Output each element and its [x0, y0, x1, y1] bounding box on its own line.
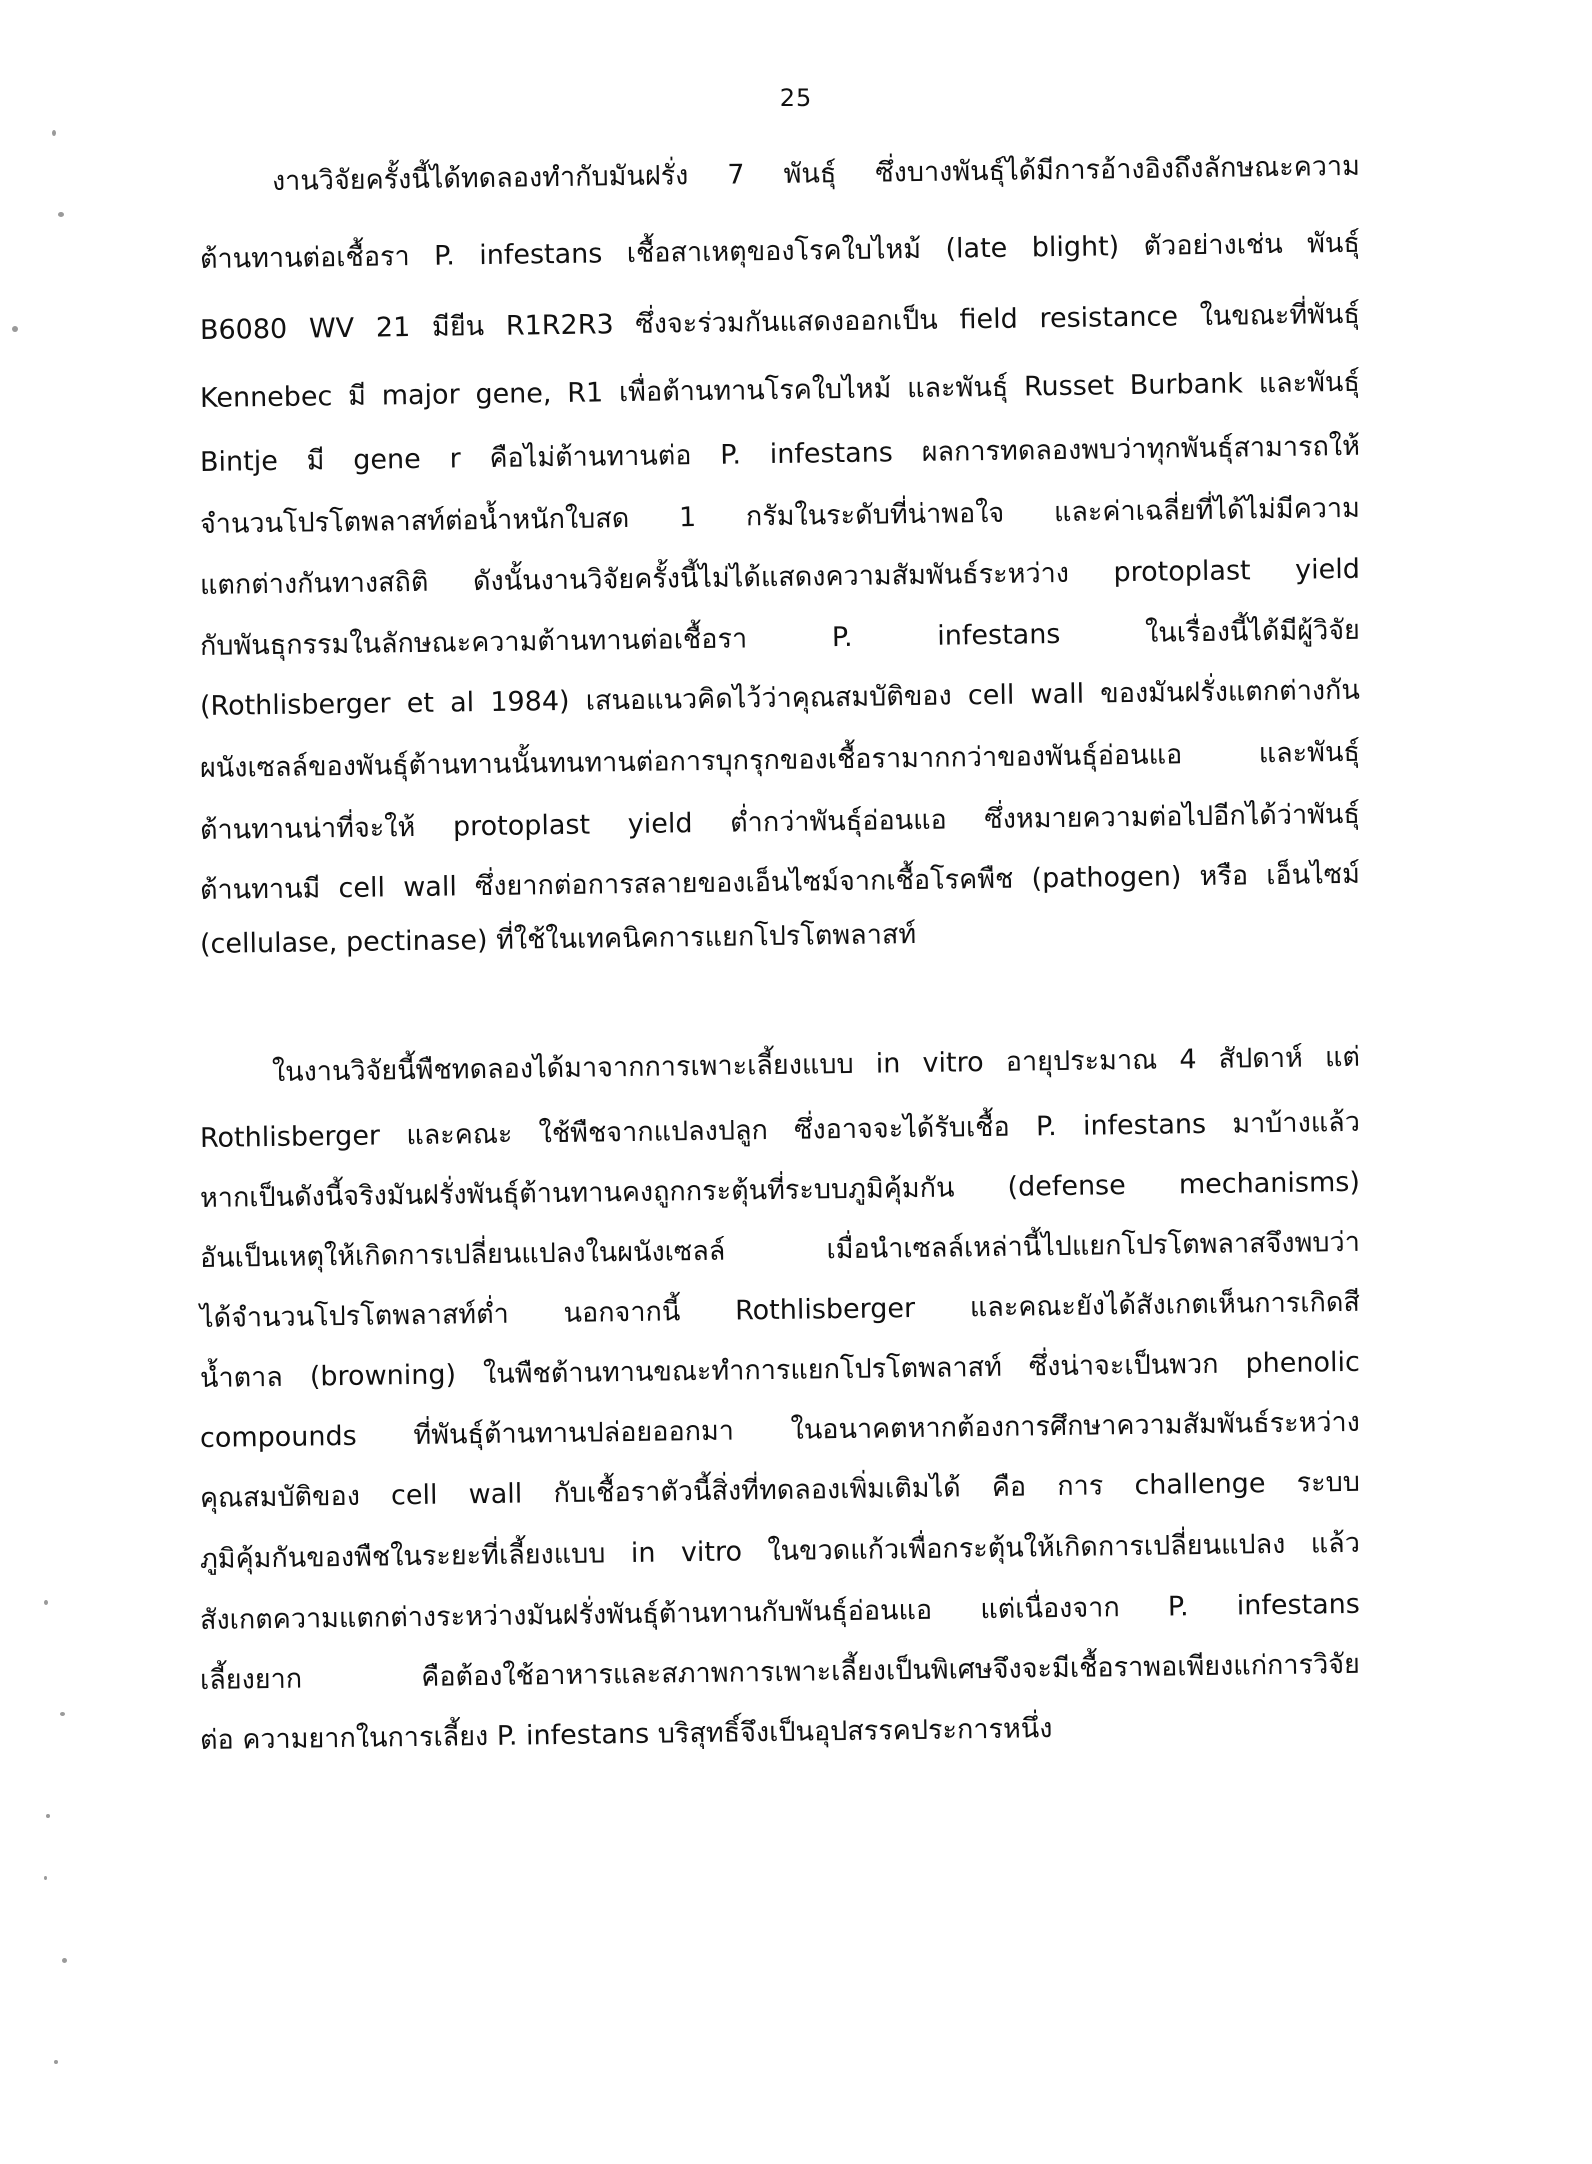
page-number: 25	[779, 84, 813, 112]
scan-speck	[44, 1600, 48, 1605]
paragraph-line: (Rothlisberger et al 1984) เสนอแนวคิดไว้ว่าคุณสมบัติของ cell wall ของมันฝรั่งแตกต่างกัน	[199, 674, 1361, 722]
paragraph-line: เลี้ยงยาก คือต้องใช้อาหารและสภาพการเพาะเลี้ยงเป็นพิเศษจึงจะมีเชื้อราพอเพียงแก่การวิจัย	[199, 1648, 1361, 1696]
paragraph-line: สังเกตความแตกต่างระหว่างมันฝรั่งพันธุ์ต้านทานกับพันธุ์อ่อนแอ แต่เนื่องจาก P. infestans	[199, 1588, 1361, 1636]
scan-speck	[52, 130, 56, 136]
scan-speck	[44, 1876, 47, 1880]
scan-speck	[58, 212, 64, 217]
paragraph-line: หากเป็นดังนี้จริงมันฝรั่งพันธุ์ต้านทานคงถูกกระตุ้นที่ระบบภูมิคุ้มกัน (defense mechanisms)	[199, 1166, 1361, 1214]
paragraph-line: น้ำตาล (browning) ในพืชต้านทานขณะทำการแยกโปรโตพลาสท์ ซึ่งน่าจะเป็นพวก phenolic	[199, 1346, 1361, 1394]
paragraph-line: งานวิจัยครั้งนี้ได้ทดลองทำกับมันฝรั่ง 7 พันธุ์ ซึ่งบางพันธุ์ได้มีการอ้างอิงถึงลักษณะความ	[271, 150, 1361, 197]
paragraph-line: Kennebec มี major gene, R1 เพื่อต้านทานโรคใบไหม้ และพันธุ์ Russet Burbank และพันธุ์	[199, 366, 1361, 414]
paragraph-line: คุณสมบัติของ cell wall กับเชื้อราตัวนี้สิ่งที่ทดลองเพิ่มเติมได้ คือ การ challenge ระบบ	[199, 1466, 1361, 1514]
paragraph-line: ในงานวิจัยนี้พืชทดลองได้มาจากการเพาะเลี้ยงแบบ in vitro อายุประมาณ 4 สัปดาห์ แต่	[271, 1041, 1361, 1088]
paragraph-line: Bintje มี gene r คือไม่ต้านทานต่อ P. infestans ผลการทดลองพบว่าทุกพันธุ์สามารถให้	[199, 430, 1361, 478]
scan-speck	[54, 2060, 58, 2064]
paragraph-line: จำนวนโปรโตพลาสท์ต่อน้ำหนักใบสด 1 กรัมในระดับที่น่าพอใจ และค่าเฉลี่ยที่ได้ไม่มีความ	[199, 492, 1361, 540]
paragraph-line: ต้านทานน่าที่จะให้ protoplast yield ต่ำกว่าพันธุ์อ่อนแอ ซึ่งหมายความต่อไปอีกได้ว่าพันธุ์	[199, 798, 1361, 846]
scan-speck	[12, 326, 18, 332]
paragraph-line: B6080 WV 21 มียีน R1R2R3 ซึ่งจะร่วมกันแสดงออกเป็น field resistance ในขณะที่พันธุ์	[199, 298, 1361, 346]
paragraph-line: ต่อ ความยากในการเลี้ยง P. infestans บริสุทธิ์จึงเป็นอุปสรรคประการหนึ่ง	[199, 1713, 1053, 1756]
paragraph-line: Rothlisberger และคณะ ใช้พืชจากแปลงปลูก ซึ่งอาจจะได้รับเชื้อ P. infestans มาบ้างแล้ว	[199, 1106, 1361, 1154]
paragraph-line: ผนังเซลล์ของพันธุ์ต้านทานนั้นทนทานต่อการบุกรุกของเชื้อรามากกว่าของพันธุ์อ่อนแอ และพันธุ์	[199, 736, 1361, 784]
paragraph-line: compounds ที่พันธุ์ต้านทานปล่อยออกมา ในอนาคตหากต้องการศึกษาความสัมพันธ์ระหว่าง	[199, 1406, 1361, 1454]
paragraph-line: ต้านทานมี cell wall ซึ่งยากต่อการสลายของเอ็นไซม์จากเชื้อโรคพืช (pathogen) หรือ เอ็นไซม์	[199, 858, 1361, 906]
paragraph-line: ได้จำนวนโปรโตพลาสท์ต่ำ นอกจากนี้ Rothlisberger และคณะยังได้สังเกตเห็นการเกิดสี	[199, 1286, 1361, 1334]
paragraph-line: ภูมิคุ้มกันของพืชในระยะที่เลี้ยงแบบ in vitro ในขวดแก้วเพื่อกระตุ้นให้เกิดการเปลี่ยนแปลง แล้ว	[199, 1527, 1361, 1575]
scan-speck	[46, 1814, 50, 1818]
paragraph-line: (cellulase, pectinase) ที่ใช้ในเทคนิคการแยกโปรโตพลาสท์	[199, 919, 917, 960]
scan-speck	[62, 1958, 67, 1963]
scan-speck	[60, 1712, 65, 1716]
paragraph-line: แตกต่างกันทางสถิติ ดังนั้นงานวิจัยครั้งนี้ไม่ได้แสดงความสัมพันธ์ระหว่าง protoplast yield	[199, 553, 1361, 601]
paragraph-line: กับพันธุกรรมในลักษณะความต้านทานต่อเชื้อรา P. infestans ในเรื่องนี้ได้มีผู้วิจัย	[199, 614, 1361, 662]
paragraph-line: ต้านทานต่อเชื้อรา P. infestans เชื้อสาเหตุของโรคใบไหม้ (late blight) ตัวอย่างเช่น พันธุ์	[199, 227, 1361, 275]
paragraph-line: อันเป็นเหตุให้เกิดการเปลี่ยนแปลงในผนังเซลล์ เมื่อนำเซลล์เหล่านี้ไปแยกโปรโตพลาสจึงพบว่า	[199, 1226, 1361, 1274]
